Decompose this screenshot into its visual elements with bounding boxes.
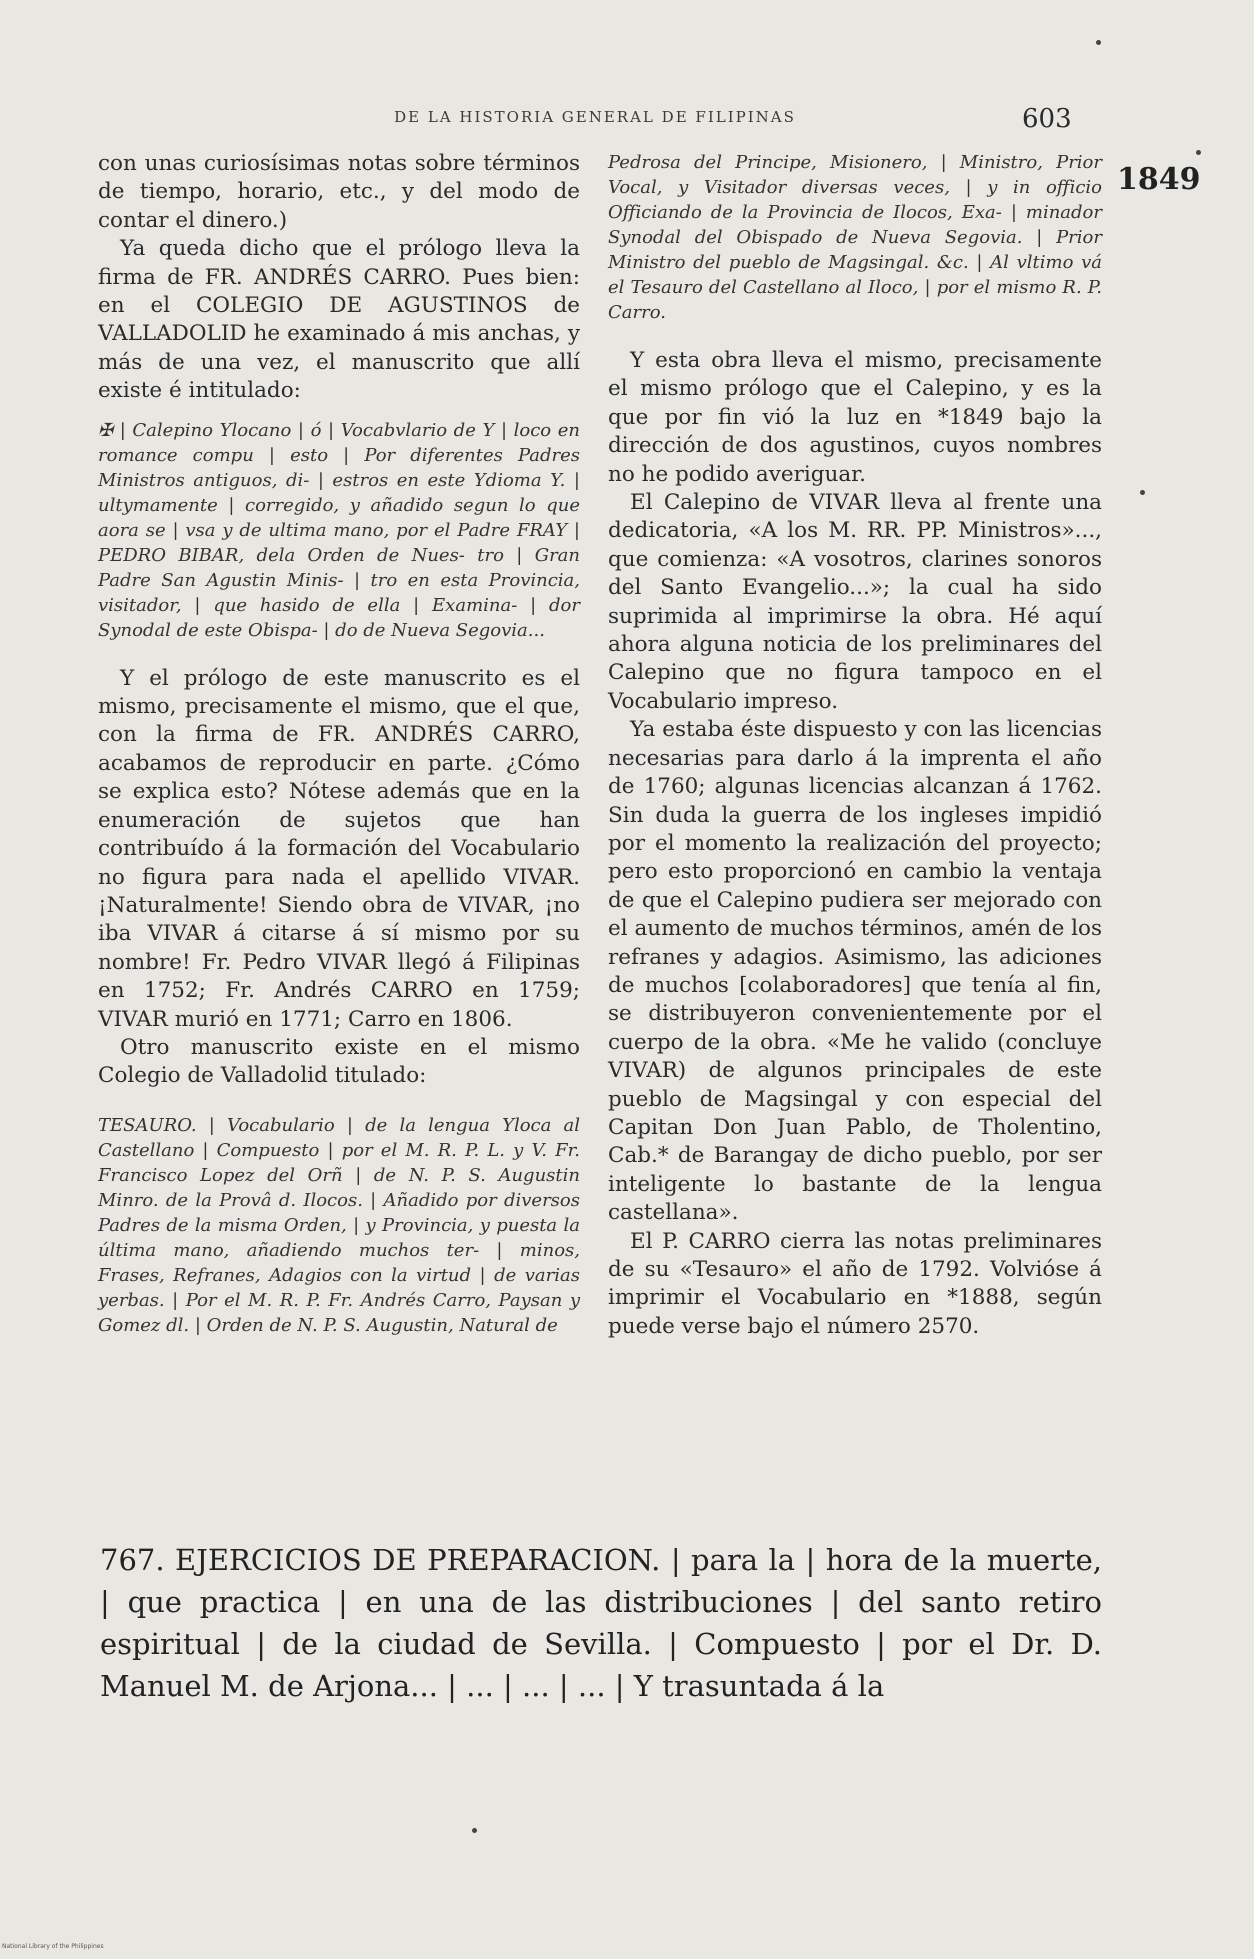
running-header: DE LA HISTORIA GENERAL DE FILIPINAS	[394, 108, 796, 126]
paragraph: Otro manuscrito existe en el mismo Colegio de Valladolid titulado:	[98, 1034, 580, 1089]
spacer	[98, 406, 580, 418]
paragraph: Ya estaba éste dispuesto y con las licencias necesarias para darlo á la imprenta el año de 1760; algunas licencias alcanzan á 1762. Sin duda la guerra de los ingleses impidió por el momento la realización del proyecto; pero esto proporcionó en cambio la ventaja de que el Calepino pudiera ser mejorado con el aumento de muchos términos, amén de los refranes y adagios. Asimismo, las adiciones de muchos [colaboradores] que tenía al fin, se distribuyeron convenientemente por el cuerpo de la obra. «Me he valido (concluye VIVAR) de algunos principales de este pueblo de Magsingal y con especial del Capitan Don Juan Pablo, de Tholentino, Cab.* de Barangay de dicho pueblo, por ser inteligente lo bastante de la lengua castellana».	[608, 717, 1102, 1226]
bibliographic-note: ✠ | Calepino Ylocano | ó | Vocabvlario de Y | loco en romance compu | esto | Por diferentes Padres Ministros antiguos, di- | estros en este Ydioma Y. | ultymamente | corregido, y añadido segun lo que aora se | vsa y de ultima mano, por el Padre FRAY | PEDRO BIBAR, dela Orden de Nues- tro | Gran Padre San Agustin Minis- | tro en esta Provincia, visitador, | que hasido de ella | Examina- | dor Synodal de este Obispa- | do de Nueva Segovia...	[98, 419, 580, 641]
margin-year: 1849	[1117, 162, 1201, 197]
bibliographic-note: Pedrosa del Principe, Misionero, | Ministro, Prior Vocal, y Visitador diversas veces, | y in officio Officiando de la Provincia de Ilocos, Exa- | minador Synodal del Obispado de Nueva Segovia. | Prior Ministro del pueblo de Magsingal. &c. | Al vltimo vá el Tesauro del Castellano al Iloco, | por el mismo R. P. Carro.	[608, 152, 1102, 323]
paragraph: con unas curiosísimas notas sobre términos de tiempo, horario, etc., y del modo de contar el dinero.)	[98, 151, 580, 233]
spacer	[608, 325, 1102, 347]
paragraph: Ya queda dicho que el prólogo lleva la firma de FR. ANDRÉS CARRO. Pues bien: en el COLEGIO DE AGUSTINOS de VALLADOLID he examinado á mis anchas, y más de una vez, el manuscrito que allí existe é intitulado:	[98, 236, 580, 404]
speck	[472, 1828, 477, 1833]
page-number: 603	[1022, 104, 1072, 134]
bibliographic-note: TESAURO. | Vocabulario | de la lengua Yloca al Castellano | Compuesto | por el M. R. P. L. y V. Fr. Francisco Lopez del Orñ | de N. P. S. Augustin Minro. de la Provâ d. Ilocos. | Añadido por diversos Padres de la misma Orden, | y Provincia, y puesta la última mano, añadiendo muchos ter- | minos, Frases, Refranes, Adagios con la virtud | de varias yerbas. | Por el M. R. P. Fr. Andrés Carro, Paysan y Gomez dl. | Orden de N. P. S. Augustin, Natural de	[98, 1114, 580, 1336]
speck	[1196, 150, 1201, 155]
speck	[1096, 40, 1101, 45]
right-column	[608, 150, 1102, 1341]
paragraph: El P. CARRO cierra las notas preliminares de su «Tesauro» el año de 1792. Volvióse á imprimir el Vocabulario en *1888, según puede verse bajo el número 2570.	[608, 1228, 1102, 1339]
library-footer: National Library of the Philippines	[2, 1943, 104, 1950]
entry-767: 767. EJERCICIOS DE PREPARACION. | para la | hora de la muerte, | que practica | en una de las distribuciones | del santo retiro espiritual | de la ciudad de Sevilla. | Compuesto | por el Dr. D. Manuel M. de Arjona... | ... | ... | ... | Y trasuntada á la	[100, 1543, 1102, 1703]
paragraph: El Calepino de VIVAR lleva al frente una dedicatoria, «A los M. RR. PP. Ministros»..., que comienza: «A vosotros, clarines sonoros del Santo Evangelio...»; la cual ha sido suprimida al imprimirse la obra. Hé aquí ahora alguna noticia de los preliminares del Calepino que no figura tampoco en el Vocabulario impreso.	[608, 490, 1102, 714]
paragraph: Y el prólogo de este manuscrito es el mismo, precisamente el mismo, que el que, con la firma de FR. ANDRÉS CARRO, acabamos de reproducir en parte. ¿Cómo se explica esto? Nótese además que en la enumeración de sujetos que han contribuído á la formación del Vocabulario no figura para nada el apellido VIVAR. ¡Naturalmente! Siendo obra de VIVAR, ¡no iba VIVAR á citarse á sí mismo por su nombre! Fr. Pedro VIVAR llegó á Filipinas en 1752; Fr. Andrés CARRO en 1759; VIVAR murió en 1771; Carro en 1806.	[98, 665, 580, 1032]
speck	[1140, 490, 1145, 495]
spacer	[98, 1091, 580, 1113]
paragraph: Y esta obra lleva el mismo, precisamente el mismo prólogo que el Calepino, y es la que por fin vió la luz en *1849 bajo la dirección de dos agustinos, cuyos nombres no he podido averiguar.	[608, 348, 1102, 487]
spacer	[98, 643, 580, 665]
left-column	[98, 150, 580, 1338]
